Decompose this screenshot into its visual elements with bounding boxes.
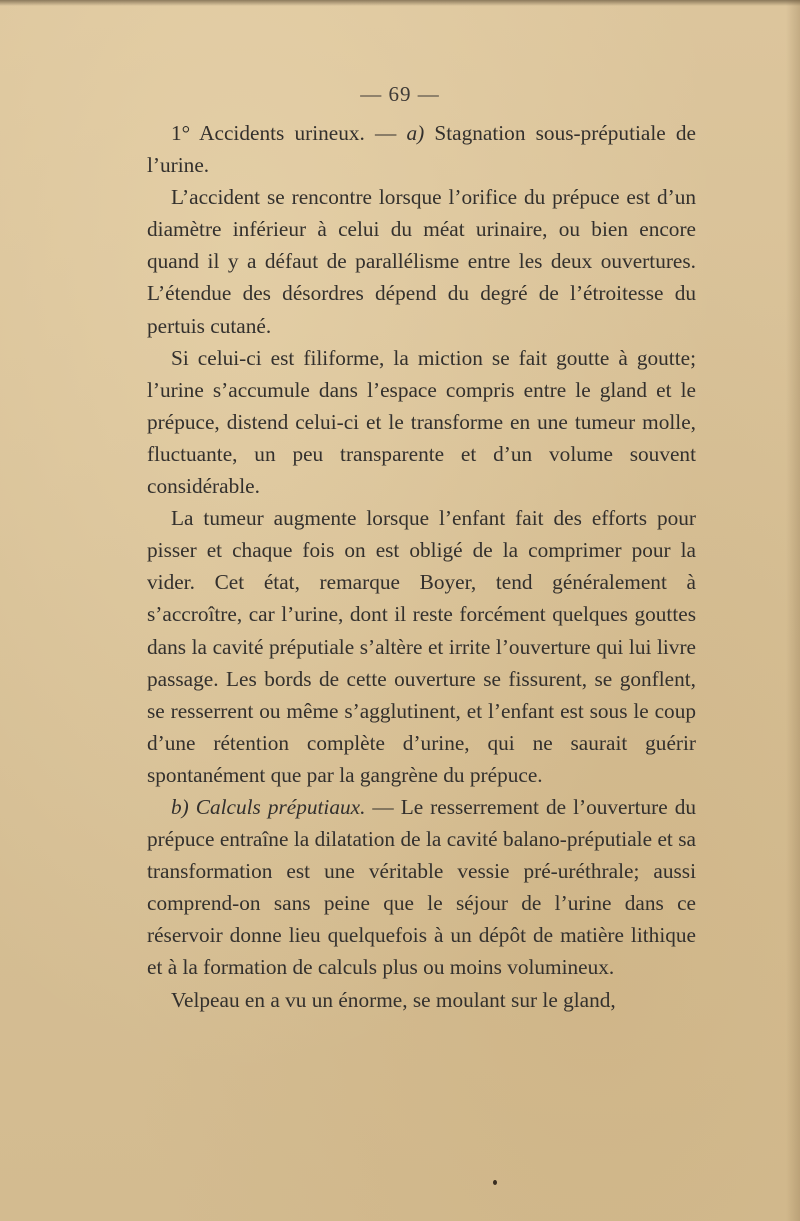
page-top-shadow — [0, 0, 800, 6]
paragraph: 1° Accidents urineux. — a) Stagnation sous-préputiale de l’urine. — [147, 121, 697, 178]
body-text — [147, 117, 696, 1016]
page-number: — 69 — — [360, 82, 440, 106]
paragraph: b) Calculs préputiaux. — Le resserrement de l’ouverture du prépuce entraîne la dilatation de la cavité balano-préputiale et sa transformation est une véritable vessie pré-uréthrale; aussi comprend-on sans peine que le séjour de l’urine dans ce réservoir donne lieu quelquefois à un dépôt de matière lithique et à la formation de calculs plus ou moins volumineux. — [147, 794, 696, 980]
paragraph: Si celui-ci est filiforme, la miction se fait goutte à goutte; l’urine s’accumule dans l’espace compris entre le gland et le prépuce, distend celui-ci et le transforme en une tumeur molle, fluctuante, un peu transparente et d’un volume souvent considérable. — [147, 345, 696, 499]
paragraph: Velpeau en a vu un énorme, se moulant sur le gland, — [171, 987, 616, 1012]
page-right-edge — [786, 0, 800, 1221]
ink-speck — [493, 1180, 497, 1185]
paragraph: La tumeur augmente lorsque l’enfant fait des efforts pour pisser et chaque fois on est obligé de la comprimer pour la vider. Cet état, remarque Boyer, tend généralement à s’accroître, car l’urine, dont il reste forcément quelques gouttes dans la cavité préputiale s’altère et irrite l’ouverture qui lui livre passage. Les bords de cette ouverture se fissurent, se gonflent, se resserrent ou même s’agglutinent, et l’enfant est sous le coup d’une rétention complète d’urine, qui ne saurait guérir spontanément que par la gangrène du prépuce. — [147, 506, 696, 787]
paragraph: L’accident se rencontre lorsque l’orifice du prépuce est d’un diamètre inférieur à celui du méat urinaire, ou bien encore quand il y a défaut de parallélisme entre les deux ouvertures. L’étendue des désordres dépend du degré de l’étroitesse du pertuis cutané. — [147, 185, 696, 338]
